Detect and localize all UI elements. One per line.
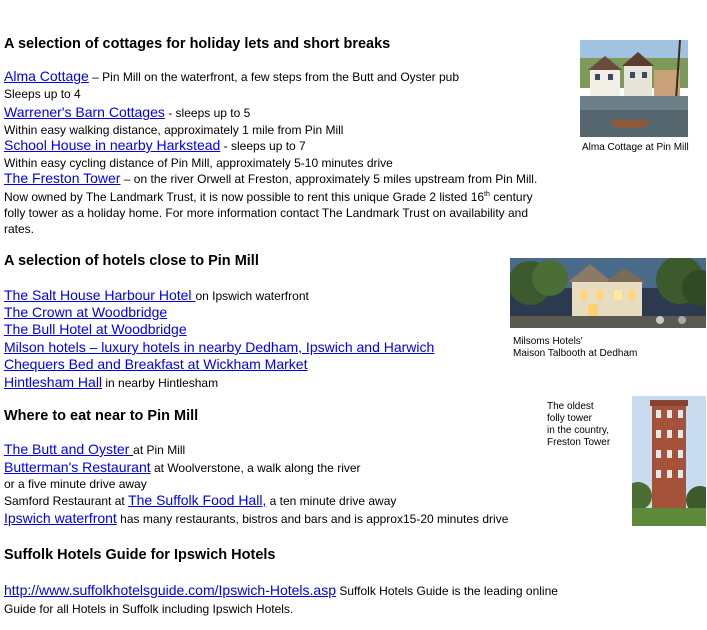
cottage-school-line: [4, 137, 306, 154]
samford-pre: Samford Restaurant at: [4, 494, 129, 508]
ipswich-waterfront-desc: has many restaurants, bistros and bars and is approx15-20 minutes drive: [116, 512, 509, 526]
hotels-heading: A selection of hotels close to Pin Mill: [4, 253, 259, 269]
tower-caption-1: The oldest: [547, 401, 594, 412]
tower-caption-3: in the country,: [547, 425, 610, 436]
cottage-warrener-line: [4, 104, 250, 121]
freston-tower-sup: th: [484, 191, 490, 198]
hotel-chequers-line: [4, 356, 307, 373]
buttermans-desc: at Woolverstone, a walk along the river: [150, 461, 361, 475]
eat-butterman-line: [4, 459, 361, 476]
suffolk-food-hall-link[interactable]: The Suffolk Food Hall,: [128, 492, 267, 508]
crown-woodbridge-link[interactable]: The Crown at Woodbridge: [4, 304, 168, 320]
hintlesham-hall-link[interactable]: Hintlesham Hall: [4, 374, 103, 390]
alma-cottage-caption: Alma Cottage at Pin Mill: [582, 142, 689, 153]
warreners-barn-distance: Within easy walking distance, approximately 1 mile from Pin Mill: [4, 123, 344, 137]
maison-talbooth-photo: [510, 258, 706, 328]
hotel-bull-line: [4, 321, 187, 338]
school-house-distance: Within easy cycling distance of Pin Mill, approximately 5-10 minutes drive: [4, 156, 393, 170]
suffolk-desc-2: Guide for all Hotels in Suffolk including Ipswich Hotels.: [4, 602, 294, 616]
suffolk-link-line: [4, 582, 558, 599]
freston-tower-paragraph: [4, 170, 544, 237]
tower-caption-4: Freston Tower: [547, 437, 611, 448]
freston-tower-desc-2: century folly tower as a holiday home. For more information contact The Landmark Trust on availability and rates.: [4, 190, 533, 236]
eat-samford-line: [4, 492, 396, 509]
salt-house-desc: on Ipswich waterfront: [195, 289, 309, 303]
suffolk-heading: Suffolk Hotels Guide for Ipswich Hotels: [4, 547, 276, 563]
ipswich-waterfront-link[interactable]: Ipswich waterfront: [4, 510, 117, 526]
cottage-alma-line: [4, 68, 459, 85]
hotel-milson-line: [4, 339, 434, 356]
samford-desc: a ten minute drive away: [266, 494, 397, 508]
freston-tower-desc-1: – on the river Orwell at Freston, approximately 5 miles upstream from Pin Mill. Now owned by The Landmark Trust, it is now possible to rent this unique Grade 2 listed 16: [4, 172, 538, 204]
alma-cottage-link[interactable]: Alma Cottage: [4, 68, 89, 84]
freston-tower-photo: [632, 396, 706, 526]
school-house-desc: - sleeps up to 7: [220, 139, 306, 153]
butt-and-oyster-desc: at Pin Mill: [133, 443, 186, 457]
school-house-link[interactable]: School House in nearby Harkstead: [4, 137, 221, 153]
cottages-heading: A selection of cottages for holiday lets and short breaks: [4, 36, 391, 52]
eat-butt-line: [4, 441, 185, 458]
suffolk-desc: Suffolk Hotels Guide is the leading online: [336, 584, 558, 598]
hotel-crown-line: [4, 304, 167, 321]
eat-ipswich-line: [4, 510, 508, 527]
warreners-barn-desc: - sleeps up to 5: [164, 106, 251, 120]
buttermans-sub: or a five minute drive away: [4, 477, 147, 491]
milson-hotels-link[interactable]: Milson hotels – luxury hotels in nearby Dedham, Ipswich and Harwich: [4, 339, 435, 355]
alma-cottage-photo: [580, 40, 688, 137]
alma-cottage-sleeps: Sleeps up to 4: [4, 87, 81, 101]
hintlesham-desc: in nearby Hintlesham: [102, 376, 219, 390]
butt-and-oyster-link[interactable]: The Butt and Oyster: [4, 441, 134, 457]
eat-heading: Where to eat near to Pin Mill: [4, 408, 199, 424]
buttermans-link[interactable]: Butterman's Restaurant: [4, 459, 151, 475]
bull-hotel-link[interactable]: The Bull Hotel at Woodbridge: [4, 321, 187, 337]
alma-cottage-desc: – Pin Mill on the waterfront, a few steps from the Butt and Oyster pub: [88, 70, 460, 84]
chequers-link[interactable]: Chequers Bed and Breakfast at Wickham Market: [4, 356, 308, 372]
hotel-salt-house-line: [4, 287, 309, 304]
warreners-barn-link[interactable]: Warrener's Barn Cottages: [4, 104, 165, 120]
maison-talbooth-caption-1: Milsoms Hotels': [513, 336, 583, 347]
salt-house-link[interactable]: The Salt House Harbour Hotel: [4, 287, 196, 303]
tower-caption-2: folly tower: [547, 413, 593, 424]
freston-tower-link[interactable]: The Freston Tower: [4, 170, 121, 186]
suffolk-hotels-guide-link[interactable]: http://www.suffolkhotelsguide.com/Ipswich-Hotels.asp: [4, 582, 337, 598]
hotel-hintlesham-line: [4, 374, 218, 391]
maison-talbooth-caption-2: Maison Talbooth at Dedham: [513, 348, 638, 359]
